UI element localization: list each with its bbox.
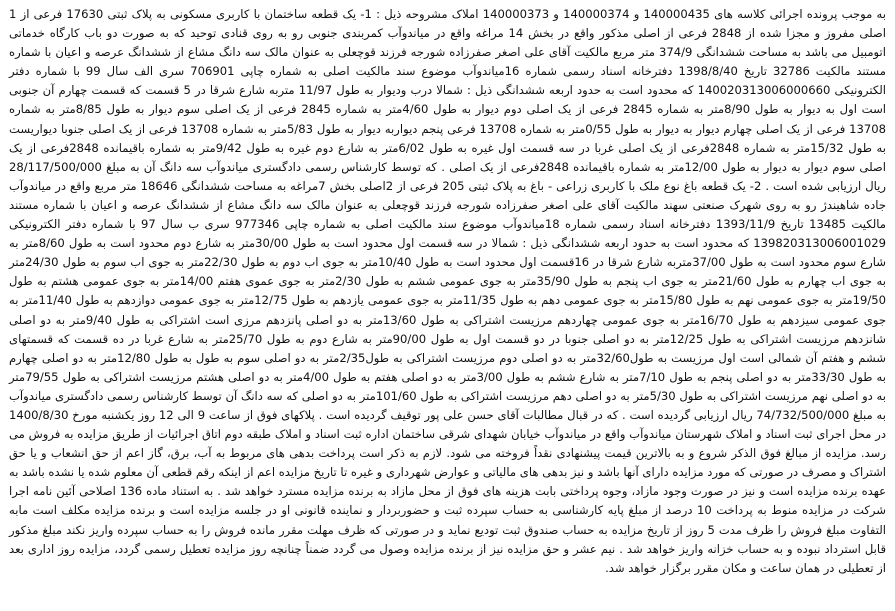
auction-notice-body: به موجب پرونده اجرائی کلاسه های 140000435 و 140000374 و 140000373 املاک مشروحه ذیل : 1- یک قطعه ساختمان با کاربری مسکونی به پلاک ثبتی 17630 فرعی از 1 اصلی مفروز و مجزا شده از 2848 فرعی از اصلی مذکور واقع در بخش 14 مراغه واقع در میاندوآب کمربندی جنوبی رو به روی قنادی توحید که به صورت دو باب کارگاه خدماتی اتومبیل می باشد به مساحت ششدانگی 374/9 متر مربع مالکیت آقای علی اصغر صفرزاده شورجه فرزند قوچعلی به عنوان مالک سه دانگ مشاع از ششدانگ عرصه و اعیان با شماره مستند مالکیت 32786 تاریخ 1398/8/40 دفترخانه اسناد رسمی شماره 16میاندوآب موضوع سند مالکیت اصلی به شماره چاپی 706901 سری الف سال 99 با شماره دفتر الکترونیکی 140020313006000660 که محدود است به حدود اربعه ششدانگی ذیل : شمالا درب ودیوار به طول 11/97 متربه شارع شرقا در 5 قسمت که قسمت چهارم آن جنوبی است اول به دیوار به طول 8/90متر به شماره 2845 فرعی از یک اصلی دوم دیوار به طول 4/60متر به شماره 2845 فرعی از یک اصلی سوم دیوار به طول 8/85متر به شماره 13708 فرعی از یک اصلی چهارم دیوار به دیوار به طول 0/55متر به شماره 13708 فرعی پنجم دیواربه دیوار به طول 5/83متر به شماره 13708 فرعی از یک اصلی جنوبا دیواریست به طول 15/32متر به شماره 2848فرعی از یک اصلی غربا در سه قسمت اول غیره به طول 6/02متر به شارع دوم غیره به طول 9/42متر به شماره باقیمانده 2848فرعی از یک اصلی سوم دیوار به دیوار به طول 12/00متر به شماره باقیمانده 2848فرعی از یک اصلی . که توسط کارشناس رسمی دادگستری میاندوآب سه دانگ آن به مبلغ 28/117/500/000 ریال ارزیابی شده است . 2- یک قطعه باغ نوع ملک با کاربری زراعی - باغ به پلاک ثبتی 205 فرعی از 2اصلی بخش 7مراغه به مساحت ششدانگی 18646 متر مربع واقع در میاندوآب جاده شاهیندژ رو به روی شهرک صنعتی سهند مالکیت آقای علی اصغر صفرزاده شورجه فرزند قوچعلی به عنوان مالک سه دانگ مشاع از ششدانگ عرصه و اعیان با شماره مستند مالکیت 13485 تاریخ 1393/11/9 دفترخانه اسناد رسمی شماره 18میاندوآب موضوع سند مالکیت اصلی به شماره چاپی 977346 سری ب سال 97 با شماره دفتر الکترونیکی 139820313006001029 که محدود است به حدود اربعه ششدانگی ذیل : شمالا در سه قسمت اول محدود است به طول 30/00متر به شارع دوم محدود است به طول 8/60متر به شارع سوم محدود است به طول 37/00متربه شارع شرقا در 16قسمت اول محدود است به طول 10/40متر به جوی اب دوم به طول 22/30متر به جوی اب سوم به طول 24/30متر به جوی اب چهارم به طول 21/60متر به جوی اب پنجم به طول 35/90متر به جوی عمومی ششم به طول 2/30متر به جوی عموی هفتم 14/00متر به جوی عمومی هشتم به طول 19/50متر به جوی عمومی نهم به طول 15/80متر به جوی عمومی دهم به طول 11/35متر به جوی عمومی یازدهم به طول 12/75متر به جوی عمومی دوازدهم به طول 11/40متر به جوی عمومی سیزدهم به طول 16/70متر به جوی عمومی چهاردهم مرزیست اشتراکی به طول 13/60متر به دو اصلی پانزدهم مرزی است اشتراکی به طول 9/40متر به دو اصلی شانزدهم مرزیست اشتراکی به طول 12/25متر به دو اصلی جنوبا در دو قسمت اول به طول 90/00متر به شارع دوم به طول 25/70متر به شارع غربا در ده قسمت که قسمتهای ششم و هفتم آن شمالی است اول مرزیست به طول32/60متر به دو اصلی دوم مرزیست اشتراکی به طول2/35متر به دو اصلی سوم به طول به طول 12/80متر به دو اصلی چهارم به طول 33/30متر به دو اصلی پنجم به طول 7/10متر به شارع ششم به طول 3/00متر به دو اصلی هفتم به طول 4/00متر به دو اصلی هشتم مرزیست اشتراکی به طول 79/55متر به دو اصلی نهم مرزیست اشتراکی به طول 5/30متر به دو اصلی دهم مرزیست اشتراکی به طول 101/60متر به دو اصلی که سه دانگ آن توسط کارشناس رسمی دادگستری میاندوآب به مبلغ 74/732/500/000 ریال ارزیابی گردیده است . که در قبال مطالبات آقای حسن علی پور توقیف گردیده است . پلاکهای فوق از ساعت 9 الی 12 روز یکشنبه مورخ 1400/8/30 در محل اجرای ثبت اسناد و املاک شهرستان میاندوآب واقع در میاندوآب خیابان شهدای شرقی ساختمان اداره ثبت اسناد و املاک طبقه دوم اتاق اجرائیات از طریق مزایده به فروش می رسد. مزایده از مبالغ فوق الذکر شروع و به بالاترین قیمت پیشنهادی نقداً فروخته می شود. لازم به ذکر است پرداخت بدهی های مربوط به آب، برق، گاز اعم از حق انشعاب و یا حق اشتراک و مصرف در صورتی که مورد مزایده دارای آنها باشد و نیز بدهی های مالیاتی و عوارض شهرداری و غیره تا تاریخ مزایده اعم از اینکه رقم قطعی آن معلوم شده یا نشده باشد به عهده برنده مزایده است و نیز در صورت وجود مازاد، وجوه پرداختی بابت هزینه های فوق از محل مازاد به برنده مزایده مسترد خواهد شد . به استناد ماده 136 اصلاحی آئین نامه اجرا شرکت در مزایده منوط به پرداخت 10 درصد از مبلغ پایه کارشناسی به حساب سپرده ثبت و حضوربردار و نماینده قانونی او در جلسه مزایده است و برنده مزایده مکلف است مابه التفاوت مبلغ فروش را ظرف مدت 5 روز از تاریخ مزایده به حساب صندوق ثبت تودیع نماید و در صورتی که ظرف مهلت مقرر مانده فروش را به حساب سپرده واریز نکند مبلغ مذکور قابل استرداد نبوده و به حساب خزانه واریز خواهد شد . نیم عشر و حق مزایده نیز از برنده مزایده وصول می گردد ضمناً چنانچه روز مزایده تعطیل رسمی گردد، مزایده روز اداری بعد از تعطیلی در همان ساعت و مکان مقرر برگزار خواهد شد. [9, 7, 887, 575]
